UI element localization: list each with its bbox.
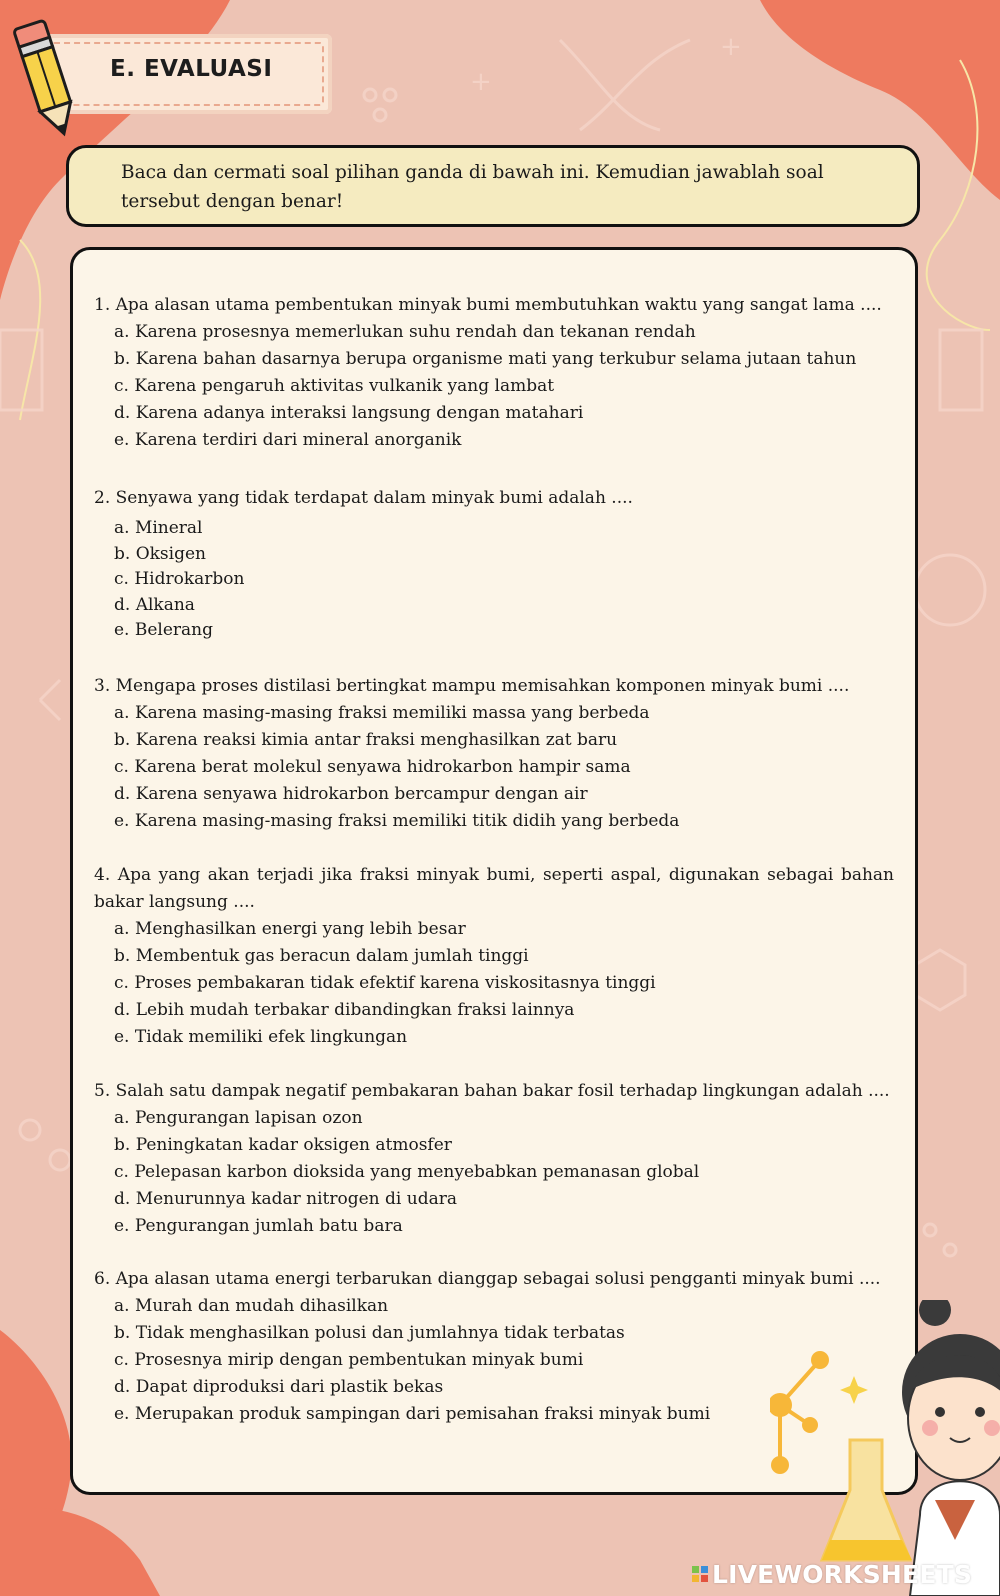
answer-option[interactable]: c. Prosesnya mirip dengan pembentukan minyak bumi	[114, 1350, 584, 1370]
answer-option[interactable]: d. Karena adanya interaksi langsung dengan matahari	[114, 403, 584, 423]
answer-option[interactable]: c. Karena pengaruh aktivitas vulkanik yang lambat	[114, 376, 555, 396]
question-stem: 1. Apa alasan utama pembentukan minyak bumi membutuhkan waktu yang sangat lama ....	[94, 295, 882, 315]
scientist-illustration	[770, 1300, 1000, 1596]
liveworksheets-logo: LIVEWORKSHEETS	[712, 1560, 973, 1589]
svg-text:+: +	[720, 32, 742, 62]
question-stem: 2. Senyawa yang tidak terdapat dalam minyak bumi adalah ....	[94, 488, 633, 508]
answer-option[interactable]: a. Murah dan mudah dihasilkan	[114, 1296, 389, 1316]
answer-option[interactable]: a. Karena prosesnya memerlukan suhu rendah dan tekanan rendah	[114, 322, 696, 342]
answer-option[interactable]: c. Hidrokarbon	[114, 569, 245, 589]
answer-option[interactable]: a. Pengurangan lapisan ozon	[114, 1108, 363, 1128]
answer-option[interactable]: b. Karena bahan dasarnya berupa organisme mati yang terkubur selama jutaan tahun	[114, 349, 857, 369]
pencil-icon	[2, 8, 92, 148]
answer-option[interactable]: a. Mineral	[114, 518, 203, 538]
answer-option[interactable]: c. Pelepasan karbon dioksida yang menyebabkan pemanasan global	[114, 1162, 700, 1182]
answer-option[interactable]: b. Tidak menghasilkan polusi dan jumlahnya tidak terbatas	[114, 1323, 625, 1343]
instruction-text: Baca dan cermati soal pilihan ganda di bawah ini. Kemudian jawablah soal tersebut dengan benar!	[121, 162, 824, 212]
answer-option[interactable]: d. Karena senyawa hidrokarbon bercampur dengan air	[114, 784, 588, 804]
answer-option[interactable]: e. Karena masing-masing fraksi memiliki titik didih yang berbeda	[114, 811, 680, 831]
answer-option[interactable]: a. Karena masing-masing fraksi memiliki massa yang berbeda	[114, 703, 650, 723]
answer-option[interactable]: d. Menurunnya kadar nitrogen di udara	[114, 1189, 457, 1209]
svg-text:+: +	[470, 67, 492, 97]
answer-option[interactable]: b. Karena reaksi kimia antar fraksi menghasilkan zat baru	[114, 730, 618, 750]
question-1	[94, 292, 894, 454]
answer-option[interactable]: b. Oksigen	[114, 543, 206, 564]
answer-option[interactable]: e. Tidak memiliki efek lingkungan	[114, 1027, 408, 1047]
answer-option[interactable]: c. Karena berat molekul senyawa hidrokarbon hampir sama	[114, 757, 631, 777]
answer-option[interactable]: b. Peningkatan kadar oksigen atmosfer	[114, 1135, 452, 1155]
answer-option[interactable]: d. Lebih mudah terbakar dibandingkan fraksi lainnya	[114, 1000, 575, 1020]
liveworksheets-logo-icon	[692, 1566, 708, 1582]
question-5	[94, 1078, 894, 1240]
answer-option[interactable]: e. Belerang	[114, 620, 214, 640]
instruction-box	[66, 145, 920, 227]
question-stem: 4. Apa yang akan terjadi jika fraksi minyak bumi, seperti aspal, digunakan sebagai bahan bakar langsung ....	[94, 865, 894, 912]
question-2	[94, 485, 894, 644]
answer-option[interactable]: e. Karena terdiri dari mineral anorganik	[114, 430, 462, 450]
answer-option[interactable]: d. Dapat diproduksi dari plastik bekas	[114, 1377, 444, 1397]
question-stem: 6. Apa alasan utama energi terbarukan dianggap sebagai solusi pengganti minyak bumi ....	[94, 1269, 881, 1289]
answer-option[interactable]: d. Alkana	[114, 594, 195, 615]
question-3	[94, 673, 894, 835]
answer-option[interactable]: e. Merupakan produk sampingan dari pemisahan fraksi minyak bumi	[114, 1404, 711, 1424]
question-stem: 5. Salah satu dampak negatif pembakaran bahan bakar fosil terhadap lingkungan adalah ....	[94, 1081, 890, 1101]
answer-option[interactable]: c. Proses pembakaran tidak efektif karena viskositasnya tinggi	[114, 973, 656, 993]
question-stem: 3. Mengapa proses distilasi bertingkat mampu memisahkan komponen minyak bumi ....	[94, 676, 850, 696]
answer-option[interactable]: a. Menghasilkan energi yang lebih besar	[114, 919, 466, 939]
page-title: E. EVALUASI	[110, 56, 273, 82]
question-4	[94, 862, 894, 1051]
answer-option[interactable]: b. Membentuk gas beracun dalam jumlah tinggi	[114, 946, 529, 966]
answer-option[interactable]: e. Pengurangan jumlah batu bara	[114, 1216, 403, 1236]
